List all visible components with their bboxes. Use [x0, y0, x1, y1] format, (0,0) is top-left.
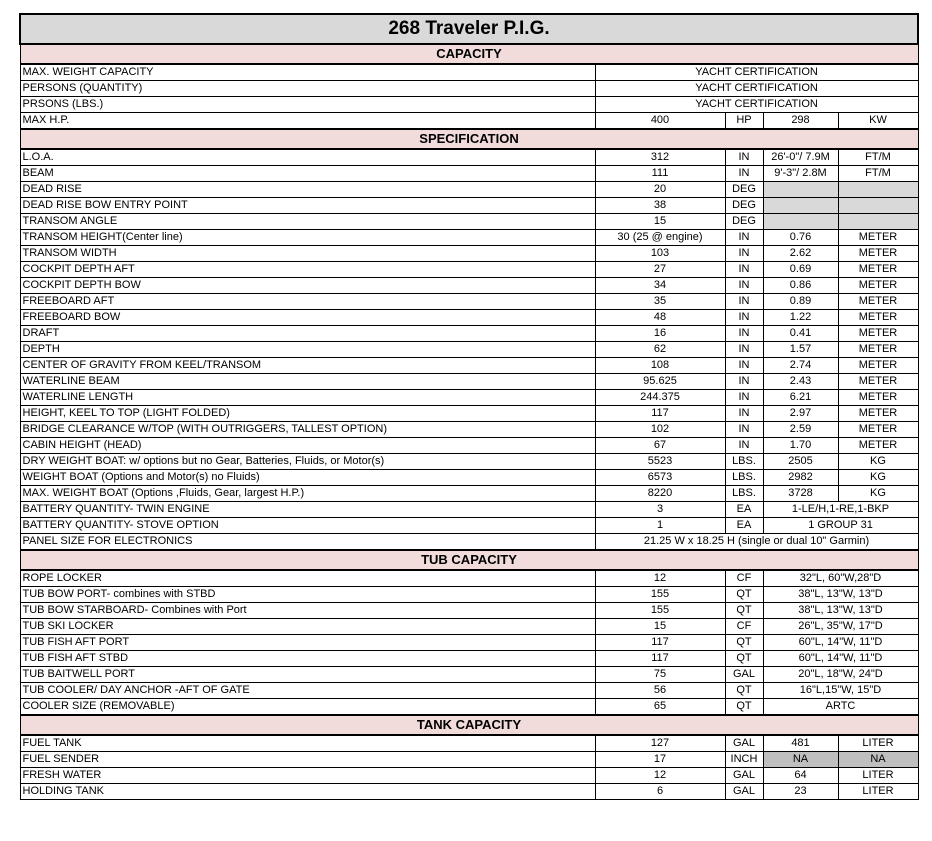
tank-capacity-header-row	[20, 715, 918, 735]
row-value: 108	[595, 358, 725, 374]
row-value: 21.25 W x 18.25 H (single or dual 10" Garmin)	[595, 534, 918, 551]
tub-row	[20, 667, 918, 683]
spec-row	[20, 326, 918, 342]
row-unit: CF	[725, 570, 763, 587]
spec-row	[20, 182, 918, 198]
row-unit: EA	[725, 502, 763, 518]
row-label: BRIDGE CLEARANCE W/TOP (WITH OUTRIGGERS, TALLEST OPTION)	[20, 422, 595, 438]
row-value: 15	[595, 619, 725, 635]
row-metric-unit: KG	[838, 454, 918, 470]
row-value: 244.375	[595, 390, 725, 406]
row-label: TUB FISH AFT STBD	[20, 651, 595, 667]
row-unit: DEG	[725, 214, 763, 230]
row-unit: IN	[725, 390, 763, 406]
row-metric-unit: METER	[838, 246, 918, 262]
row-label: DRAFT	[20, 326, 595, 342]
row-metric-unit	[838, 214, 918, 230]
row-metric-unit: METER	[838, 374, 918, 390]
row-metric-value: 6.21	[763, 390, 838, 406]
row-label: WATERLINE LENGTH	[20, 390, 595, 406]
row-label: ROPE LOCKER	[20, 570, 595, 587]
tank-capacity-header: TANK CAPACITY	[20, 715, 918, 735]
row-value: 16	[595, 326, 725, 342]
spec-row	[20, 752, 918, 768]
battery-row	[20, 502, 918, 518]
capacity-row-maxhp	[20, 113, 918, 130]
row-metric-value: 481	[763, 735, 838, 752]
row-unit: EA	[725, 518, 763, 534]
row-unit: IN	[725, 358, 763, 374]
capacity-header-row	[20, 44, 918, 64]
spec-row	[20, 358, 918, 374]
row-dimensions: 16"L,15"W, 15"D	[763, 683, 918, 699]
tub-row	[20, 683, 918, 699]
row-label: DEAD RISE	[20, 182, 595, 198]
row-value: 6	[595, 784, 725, 800]
row-unit: IN	[725, 166, 763, 182]
row-dimensions: ARTC	[763, 699, 918, 716]
row-unit: IN	[725, 438, 763, 454]
row-unit: QT	[725, 699, 763, 716]
row-metric-value: NA	[763, 752, 838, 768]
row-label: MAX H.P.	[20, 113, 595, 130]
row-label: BEAM	[20, 166, 595, 182]
row-value: 127	[595, 735, 725, 752]
row-unit: GAL	[725, 784, 763, 800]
spec-row	[20, 262, 918, 278]
row-value: 95.625	[595, 374, 725, 390]
row-value: 67	[595, 438, 725, 454]
row-dimensions: 38"L, 13"W, 13"D	[763, 587, 918, 603]
spec-row	[20, 149, 918, 166]
row-value: 117	[595, 635, 725, 651]
row-value: 5523	[595, 454, 725, 470]
row-value: 117	[595, 406, 725, 422]
spec-row	[20, 454, 918, 470]
row-value: 312	[595, 149, 725, 166]
spec-row	[20, 310, 918, 326]
spec-row	[20, 214, 918, 230]
capacity-row	[20, 64, 918, 81]
tub-row	[20, 619, 918, 635]
row-metric-value: 0.41	[763, 326, 838, 342]
row-unit: IN	[725, 278, 763, 294]
row-unit: GAL	[725, 768, 763, 784]
spec-row	[20, 406, 918, 422]
row-label: FUEL SENDER	[20, 752, 595, 768]
spec-sheet	[19, 13, 917, 800]
row-value: 155	[595, 587, 725, 603]
row-unit: IN	[725, 246, 763, 262]
row-unit: IN	[725, 149, 763, 166]
tub-row	[20, 635, 918, 651]
row-unit: QT	[725, 587, 763, 603]
capacity-header: CAPACITY	[20, 44, 918, 64]
spec-row	[20, 246, 918, 262]
row-label: FUEL TANK	[20, 735, 595, 752]
row-metric-unit	[838, 198, 918, 214]
row-metric-value: 0.76	[763, 230, 838, 246]
row-label: HEIGHT, KEEL TO TOP (LIGHT FOLDED)	[20, 406, 595, 422]
spec-table	[19, 13, 919, 800]
row-metric-unit: METER	[838, 278, 918, 294]
row-label: WEIGHT BOAT (Options and Motor(s) no Fluids)	[20, 470, 595, 486]
row-metric-unit: METER	[838, 358, 918, 374]
spec-row	[20, 294, 918, 310]
row-label: COCKPIT DEPTH AFT	[20, 262, 595, 278]
row-metric-unit: KW	[838, 113, 918, 130]
row-metric-value: 0.86	[763, 278, 838, 294]
row-value: 12	[595, 768, 725, 784]
row-unit: IN	[725, 342, 763, 358]
row-label: FRESH WATER	[20, 768, 595, 784]
row-metric-unit: METER	[838, 326, 918, 342]
row-metric-value: 0.89	[763, 294, 838, 310]
row-metric-value	[763, 214, 838, 230]
row-metric-value: 2505	[763, 454, 838, 470]
capacity-row	[20, 97, 918, 113]
row-value: 117	[595, 651, 725, 667]
tub-row	[20, 587, 918, 603]
row-label: MAX. WEIGHT BOAT (Options ,Fluids, Gear, largest H.P.)	[20, 486, 595, 502]
row-label: TUB BOW PORT- combines with STBD	[20, 587, 595, 603]
row-metric-value: 2.43	[763, 374, 838, 390]
row-unit: QT	[725, 683, 763, 699]
row-unit: IN	[725, 406, 763, 422]
row-dimensions: 32"L, 60"W,28"D	[763, 570, 918, 587]
row-metric-unit: METER	[838, 262, 918, 278]
row-metric-value: 23	[763, 784, 838, 800]
specification-header: SPECIFICATION	[20, 129, 918, 149]
row-unit: DEG	[725, 182, 763, 198]
title-row	[20, 14, 918, 44]
row-metric-value: 2.62	[763, 246, 838, 262]
tub-row	[20, 603, 918, 619]
row-unit: QT	[725, 651, 763, 667]
row-value: 27	[595, 262, 725, 278]
row-value: YACHT CERTIFICATION	[595, 97, 918, 113]
row-unit: LBS.	[725, 470, 763, 486]
row-metric-unit: KG	[838, 486, 918, 502]
row-note: 1 GROUP 31	[763, 518, 918, 534]
row-metric-value	[763, 198, 838, 214]
row-unit: LBS.	[725, 486, 763, 502]
row-label: PANEL SIZE FOR ELECTRONICS	[20, 534, 595, 551]
row-metric-unit: METER	[838, 390, 918, 406]
tub-capacity-header: TUB CAPACITY	[20, 550, 918, 570]
row-value: 12	[595, 570, 725, 587]
row-label: DRY WEIGHT BOAT: w/ options but no Gear, Batteries, Fluids, or Motor(s)	[20, 454, 595, 470]
row-label: MAX. WEIGHT CAPACITY	[20, 64, 595, 81]
spec-row	[20, 486, 918, 502]
row-unit: IN	[725, 422, 763, 438]
row-label: FREEBOARD AFT	[20, 294, 595, 310]
row-metric-unit: METER	[838, 438, 918, 454]
row-metric-unit: FT/M	[838, 166, 918, 182]
row-metric-unit: LITER	[838, 784, 918, 800]
row-label: BATTERY QUANTITY- STOVE OPTION	[20, 518, 595, 534]
spec-row	[20, 198, 918, 214]
row-label: FREEBOARD BOW	[20, 310, 595, 326]
row-unit: HP	[725, 113, 763, 130]
row-label: HOLDING TANK	[20, 784, 595, 800]
row-metric-value: 0.69	[763, 262, 838, 278]
spec-row	[20, 278, 918, 294]
row-value: 48	[595, 310, 725, 326]
spec-row	[20, 784, 918, 800]
row-label: TRANSOM HEIGHT(Center line)	[20, 230, 595, 246]
row-metric-unit: METER	[838, 294, 918, 310]
row-value: YACHT CERTIFICATION	[595, 64, 918, 81]
row-unit: QT	[725, 603, 763, 619]
row-value: 400	[595, 113, 725, 130]
spec-row	[20, 166, 918, 182]
row-metric-unit: FT/M	[838, 149, 918, 166]
row-dimensions: 26"L, 35"W, 17"D	[763, 619, 918, 635]
capacity-row	[20, 81, 918, 97]
tub-row	[20, 570, 918, 587]
row-metric-unit: METER	[838, 342, 918, 358]
row-label: PERSONS (QUANTITY)	[20, 81, 595, 97]
row-dimensions: 38"L, 13"W, 13"D	[763, 603, 918, 619]
row-label: TUB BOW STARBOARD- Combines with Port	[20, 603, 595, 619]
row-value: 56	[595, 683, 725, 699]
row-metric-value: 9'-3"/ 2.8M	[763, 166, 838, 182]
row-metric-value: 1.22	[763, 310, 838, 326]
row-value: 1	[595, 518, 725, 534]
row-label: L.O.A.	[20, 149, 595, 166]
row-value: 75	[595, 667, 725, 683]
row-value: 20	[595, 182, 725, 198]
battery-row	[20, 518, 918, 534]
row-label: BATTERY QUANTITY- TWIN ENGINE	[20, 502, 595, 518]
row-unit: IN	[725, 230, 763, 246]
row-metric-value: 3728	[763, 486, 838, 502]
row-label: DEPTH	[20, 342, 595, 358]
row-value: 6573	[595, 470, 725, 486]
row-value: 62	[595, 342, 725, 358]
row-value: 3	[595, 502, 725, 518]
row-value: 34	[595, 278, 725, 294]
tub-row	[20, 699, 918, 716]
row-value: 17	[595, 752, 725, 768]
row-unit: CF	[725, 619, 763, 635]
row-label: PRSONS (LBS.)	[20, 97, 595, 113]
row-dimensions: 60"L, 14"W, 11"D	[763, 651, 918, 667]
row-unit: QT	[725, 635, 763, 651]
row-label: COOLER SIZE (REMOVABLE)	[20, 699, 595, 716]
row-label: TUB COOLER/ DAY ANCHOR -AFT OF GATE	[20, 683, 595, 699]
spec-row	[20, 230, 918, 246]
row-unit: IN	[725, 326, 763, 342]
row-unit: INCH	[725, 752, 763, 768]
spec-row	[20, 735, 918, 752]
row-metric-unit: METER	[838, 406, 918, 422]
row-unit: IN	[725, 310, 763, 326]
spec-row	[20, 422, 918, 438]
row-unit: IN	[725, 374, 763, 390]
row-label: TRANSOM ANGLE	[20, 214, 595, 230]
row-label: TUB FISH AFT PORT	[20, 635, 595, 651]
row-metric-unit: NA	[838, 752, 918, 768]
row-metric-value: 2.74	[763, 358, 838, 374]
row-unit: DEG	[725, 198, 763, 214]
row-metric-unit: METER	[838, 230, 918, 246]
row-metric-unit: LITER	[838, 735, 918, 752]
spec-row	[20, 390, 918, 406]
row-dimensions: 60"L, 14"W, 11"D	[763, 635, 918, 651]
row-value: 30 (25 @ engine)	[595, 230, 725, 246]
row-value: 15	[595, 214, 725, 230]
row-label: CENTER OF GRAVITY FROM KEEL/TRANSOM	[20, 358, 595, 374]
row-label: WATERLINE BEAM	[20, 374, 595, 390]
row-note: 1-LE/H,1-RE,1-BKP	[763, 502, 918, 518]
row-value: 103	[595, 246, 725, 262]
row-value: 35	[595, 294, 725, 310]
row-unit: GAL	[725, 735, 763, 752]
row-value: 155	[595, 603, 725, 619]
row-unit: IN	[725, 294, 763, 310]
row-value: 111	[595, 166, 725, 182]
spec-row	[20, 438, 918, 454]
row-label: COCKPIT DEPTH BOW	[20, 278, 595, 294]
row-metric-value: 2.97	[763, 406, 838, 422]
row-value: 65	[595, 699, 725, 716]
sheet-title: 268 Traveler P.I.G.	[20, 14, 918, 44]
row-metric-unit: KG	[838, 470, 918, 486]
row-label: TRANSOM WIDTH	[20, 246, 595, 262]
row-metric-value: 1.70	[763, 438, 838, 454]
row-value: 102	[595, 422, 725, 438]
row-metric-value: 64	[763, 768, 838, 784]
row-metric-value: 2982	[763, 470, 838, 486]
row-metric-value	[763, 182, 838, 198]
row-metric-unit: LITER	[838, 768, 918, 784]
spec-row	[20, 342, 918, 358]
spec-row	[20, 768, 918, 784]
specification-header-row	[20, 129, 918, 149]
row-unit: IN	[725, 262, 763, 278]
row-metric-value: 1.57	[763, 342, 838, 358]
tub-capacity-header-row	[20, 550, 918, 570]
row-label: TUB SKI LOCKER	[20, 619, 595, 635]
row-value: 38	[595, 198, 725, 214]
row-label: TUB BAITWELL PORT	[20, 667, 595, 683]
row-metric-value: 2.59	[763, 422, 838, 438]
row-dimensions: 20"L, 18"W, 24"D	[763, 667, 918, 683]
row-unit: LBS.	[725, 454, 763, 470]
tub-row	[20, 651, 918, 667]
row-metric-unit: METER	[838, 422, 918, 438]
row-metric-unit	[838, 182, 918, 198]
row-label: DEAD RISE BOW ENTRY POINT	[20, 198, 595, 214]
row-metric-unit: METER	[838, 310, 918, 326]
row-unit: GAL	[725, 667, 763, 683]
row-value: 8220	[595, 486, 725, 502]
row-value: YACHT CERTIFICATION	[595, 81, 918, 97]
spec-row	[20, 470, 918, 486]
row-metric-value: 26'-0"/ 7.9M	[763, 149, 838, 166]
spec-row	[20, 374, 918, 390]
row-label: CABIN HEIGHT (HEAD)	[20, 438, 595, 454]
panel-row	[20, 534, 918, 551]
row-metric-value: 298	[763, 113, 838, 130]
